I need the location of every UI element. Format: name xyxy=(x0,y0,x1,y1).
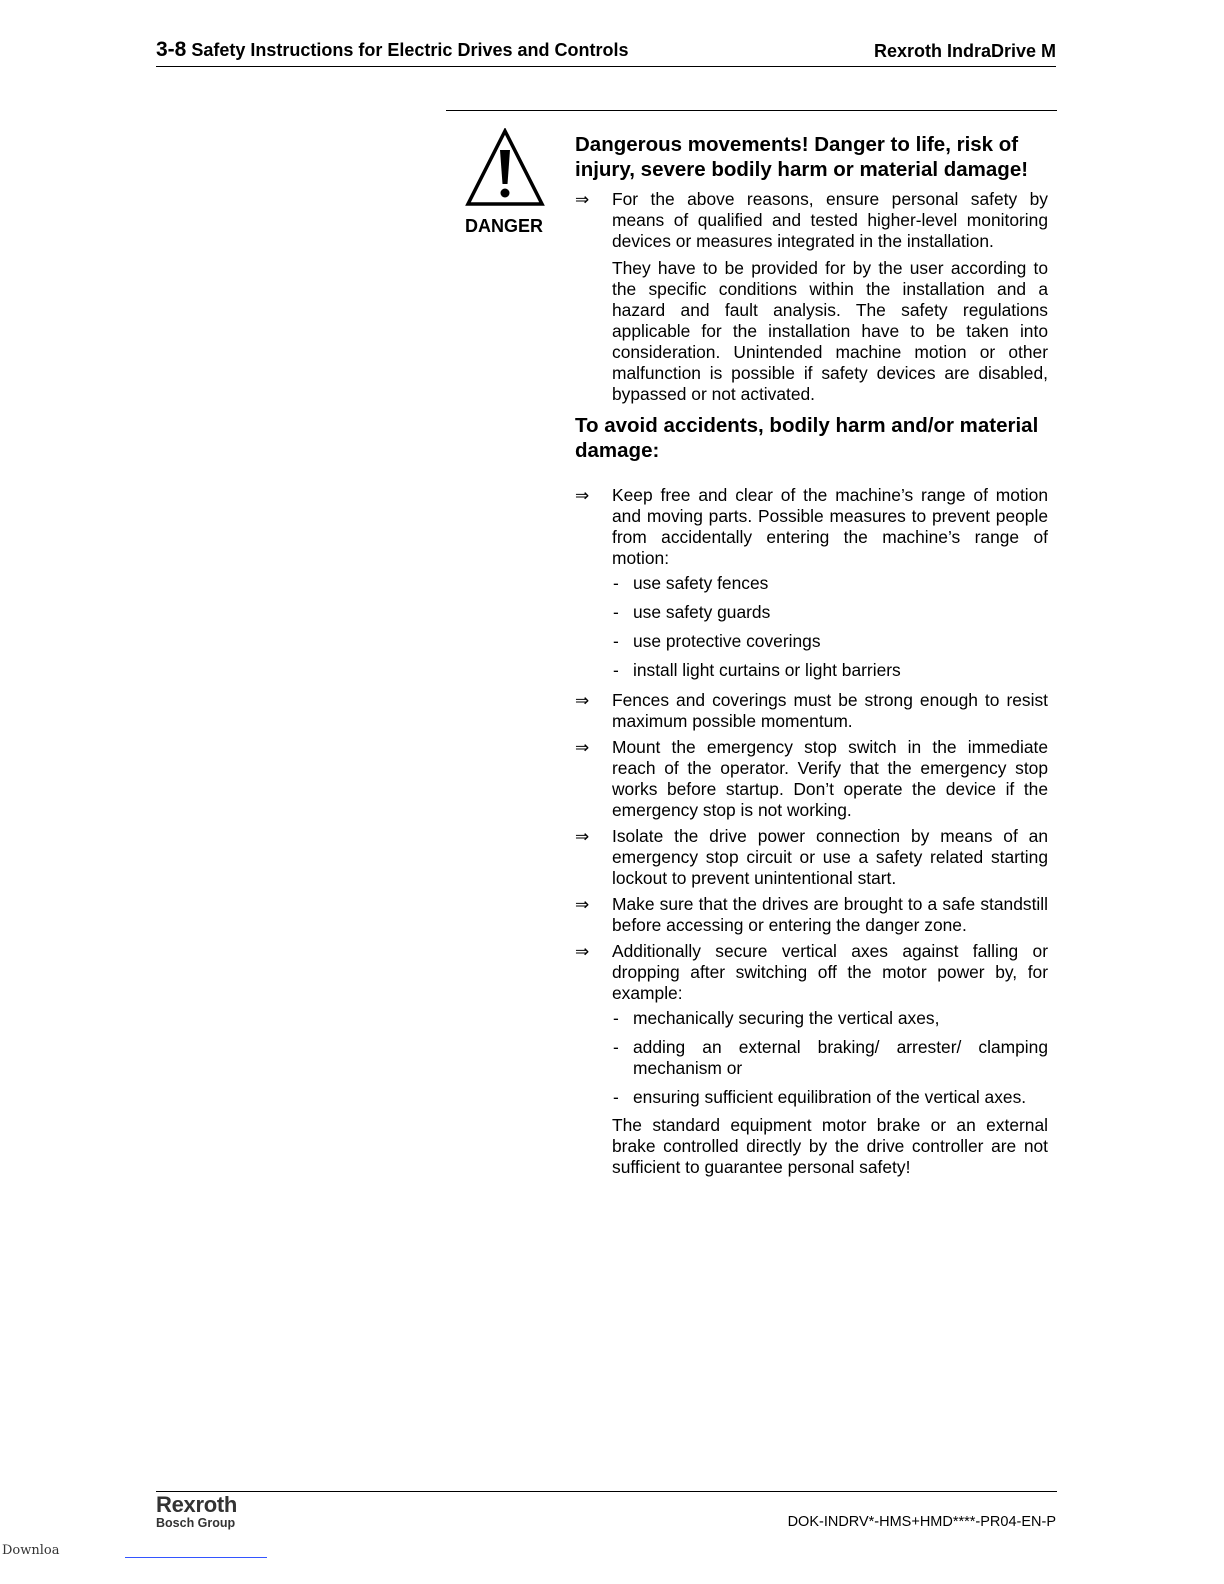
item-text: Isolate the drive power connection by means of an emergency stop circuit or use a safety related starting lockout to prevent unintentional start. xyxy=(612,826,1048,888)
list-item xyxy=(575,941,1048,1004)
document-id: DOK-INDRV*-HMS+HMD****-PR04-EN-P xyxy=(787,1514,1056,1530)
sub-item-text: use safety fences xyxy=(633,573,769,593)
danger-label: DANGER xyxy=(465,216,544,236)
item-text: For the above reasons, ensure personal safety by means of qualified and tested higher-level monitoring devices or measures integrated in the installation. xyxy=(612,189,1048,251)
logo-brand: Rexroth xyxy=(156,1492,238,1517)
dash-icon: - xyxy=(613,573,619,593)
item-text: Keep free and clear of the machine’s range of motion and moving parts. Possible measures to prevent people from accidentally entering the machine’s range of motion: xyxy=(612,485,1048,568)
dash-icon: - xyxy=(613,660,619,680)
page-header xyxy=(156,36,1056,67)
sub-item-text: use protective coverings xyxy=(633,631,821,651)
sub-item xyxy=(575,573,1048,594)
logo-group: Bosch Group xyxy=(156,1516,236,1530)
sub-item-text: use safety guards xyxy=(633,602,771,622)
download-link-underline[interactable] xyxy=(125,1557,267,1558)
footer-rule xyxy=(156,1491,1057,1492)
arrow-icon: ⇒ xyxy=(575,486,590,505)
list-item xyxy=(575,690,1048,732)
sub-item-text: install light curtains or light barriers xyxy=(633,660,901,680)
product-name: Rexroth IndraDrive M xyxy=(873,41,1056,61)
section-title: Safety Instructions for Electric Drives and Controls xyxy=(191,40,629,60)
section-heading xyxy=(156,38,628,62)
content-top-rule xyxy=(446,110,1057,111)
dash-icon: - xyxy=(613,631,619,651)
section-number: 3-8 xyxy=(156,38,187,61)
sub-item-text: adding an external braking/ arrester/ clamping mechanism or xyxy=(633,1037,1048,1078)
sub-item-text: ensuring sufficient equilibration of the vertical axes. xyxy=(633,1087,1027,1107)
paragraph: They have to be provided for by the user according to the specific conditions within the installation and a hazard and fault analysis. The safety regulations applicable for the installation have to be taken into consideration. Unintended machine motion or other malfunction is possible if safety devices are disabled, bypassed or not activated. xyxy=(612,258,1048,404)
list-item xyxy=(575,189,1048,252)
dash-icon: - xyxy=(613,1037,619,1057)
arrow-icon: ⇒ xyxy=(575,827,590,846)
sub-item-text: mechanically securing the vertical axes, xyxy=(633,1008,940,1028)
list-item xyxy=(575,894,1048,936)
sub-item xyxy=(575,660,1048,681)
warning-triangle-icon xyxy=(463,128,547,208)
rexroth-logo xyxy=(156,1493,237,1530)
arrow-icon: ⇒ xyxy=(575,895,590,914)
arrow-icon: ⇒ xyxy=(575,942,590,961)
safety-content xyxy=(575,132,1048,1178)
sub-item xyxy=(575,1037,1048,1079)
item-text: Fences and coverings must be strong enough to resist maximum possible momentum. xyxy=(612,690,1048,731)
dash-icon: - xyxy=(613,602,619,622)
sub-item xyxy=(575,631,1048,652)
arrow-icon: ⇒ xyxy=(575,738,590,757)
sub-item xyxy=(575,602,1048,623)
list-item xyxy=(575,485,1048,569)
download-text: Downloa xyxy=(2,1543,60,1558)
item-text: Additionally secure vertical axes against falling or dropping after switching off the motor power by, for example: xyxy=(612,941,1048,1003)
sub-item xyxy=(575,1008,1048,1029)
heading-avoid-accidents: To avoid accidents, bodily harm and/or material damage: xyxy=(575,414,1039,462)
arrow-icon: ⇒ xyxy=(575,691,590,710)
item-text: Make sure that the drives are brought to a safe standstill before accessing or entering the danger zone. xyxy=(612,894,1048,935)
heading-dangerous-movements: Dangerous movements! Danger to life, risk of injury, severe bodily harm or material damage! xyxy=(575,133,1029,181)
dash-icon: - xyxy=(613,1087,619,1107)
arrow-icon: ⇒ xyxy=(575,190,590,209)
list-item xyxy=(575,826,1048,889)
list-item xyxy=(575,737,1048,821)
dash-icon: - xyxy=(613,1008,619,1028)
item-text: Mount the emergency stop switch in the immediate reach of the operator. Verify that the emergency stop works before startup. Don’t operate the device if the emergency stop is not working. xyxy=(612,737,1048,820)
sub-item xyxy=(575,1087,1048,1108)
paragraph: The standard equipment motor brake or an external brake controlled directly by the drive controller are not sufficient to guarantee personal safety! xyxy=(612,1115,1048,1177)
